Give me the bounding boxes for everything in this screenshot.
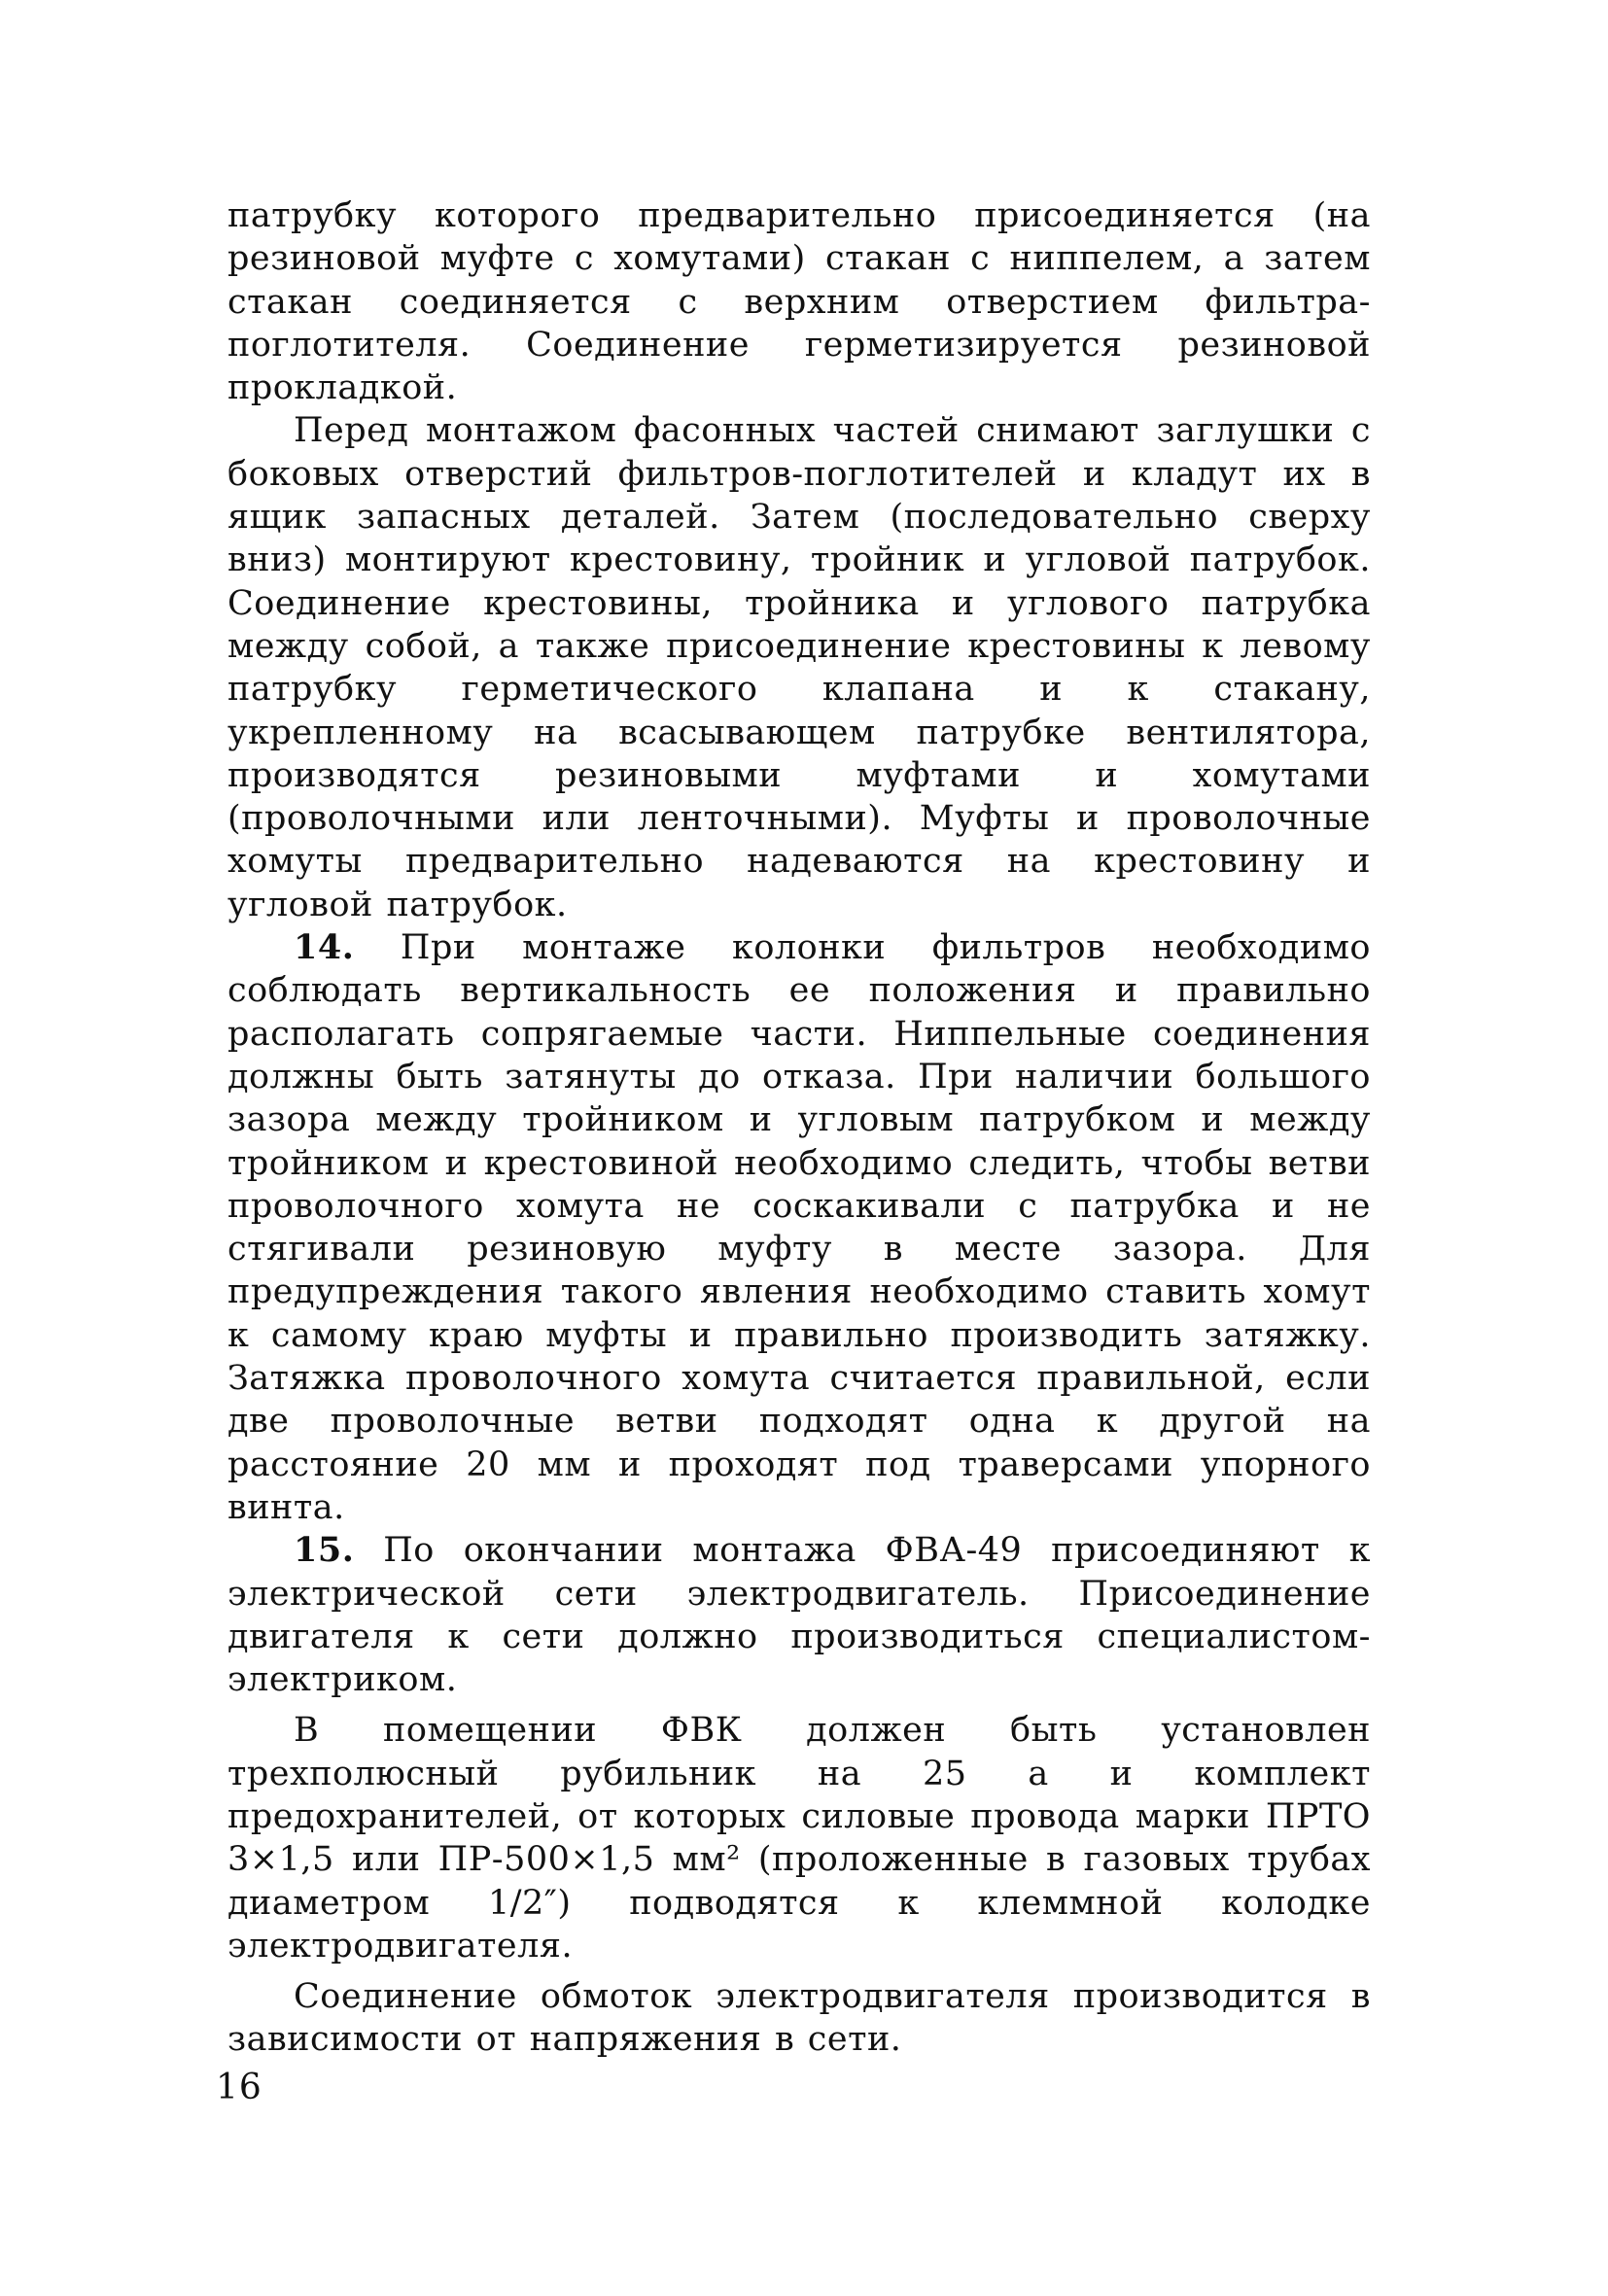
paragraph-text: При монтаже колонки фильтров необходимо соблюдать вертикальность ее положения и правильно располагать сопрягаемые части. Ниппельные соединения должны быть затянуты до отказа. При наличии большого зазора между тройником и угловым патрубком и между тройником и крестовиной необходимо следить, чтобы ветви проволочного хомута не соскакивали с патрубка и не стягивали резиновую муфту в месте зазора. Для предупреждения такого явления необходимо ставить хомут к самому краю муфты и правильно производить затяжку. Затяжка проволочного хомута считается правильной, если две проволочные ветви подходят одна к другой на расстояние 20 мм и проходят под траверсами упорного винта. xyxy=(227,928,1371,1527)
paragraph-text: Перед монтажом фасонных частей снимают заглушки с боковых отверстий фильтров-поглотителей и кладут их в ящик запасных деталей. Затем (последовательно сверху вниз) монтируют крестовину, тройник и угловой патрубок. Соединение крестовины, тройника и углового патрубка между собой, а также присоединение крестовины к левому патрубку герметического клапана и к стакану, укрепленному на всасывающем патрубке вентилятора, производятся резиновыми муфтами и хомутами (проволочными или ленточными). Муфты и проволочные хомуты предварительно надеваются на крестовину и угловой патрубок. xyxy=(227,411,1371,924)
paragraph-14 xyxy=(227,926,1371,1529)
paragraph-text: В помещении ФВК должен быть установлен трехполюсный рубильник на 25 а и комплект предохранителей, от которых силовые провода марки ПРТО 3×1,5 или ПР-500×1,5 мм² (проложенные в газовых трубах диаметром 1/2″) подводятся к клеммной колодке электродвигателя. xyxy=(227,1711,1371,1966)
paragraph-fittings-assembly xyxy=(227,409,1371,926)
paragraph-15 xyxy=(227,1529,1371,1701)
paragraph-windings xyxy=(227,1975,1371,2062)
page-number: 16 xyxy=(216,2068,262,2107)
paragraph-text: По окончании монтажа ФВА-49 присоединяют к электрической сети электродвигатель. Присоединение двигателя к сети должно производиться специалистом-электриком. xyxy=(227,1531,1371,1700)
paragraph-text: Соединение обмоток электродвигателя производится в зависимости от напряжения в сети. xyxy=(227,1977,1371,2060)
paragraph-switch-installation xyxy=(227,1709,1371,1967)
paragraph-number: 14. xyxy=(294,927,355,968)
paragraph-text: патрубку которого предварительно присоединяется (на резиновой муфте с хомутами) стакан с ниппелем, а затем стакан соединяется с верхним отверстием фильтра-поглотителя. Соединение герметизируется резиновой прокладкой. xyxy=(227,196,1371,408)
body-text xyxy=(227,194,1371,2062)
paragraph-number: 15. xyxy=(294,1530,355,1571)
paragraph-continuation xyxy=(227,194,1371,409)
